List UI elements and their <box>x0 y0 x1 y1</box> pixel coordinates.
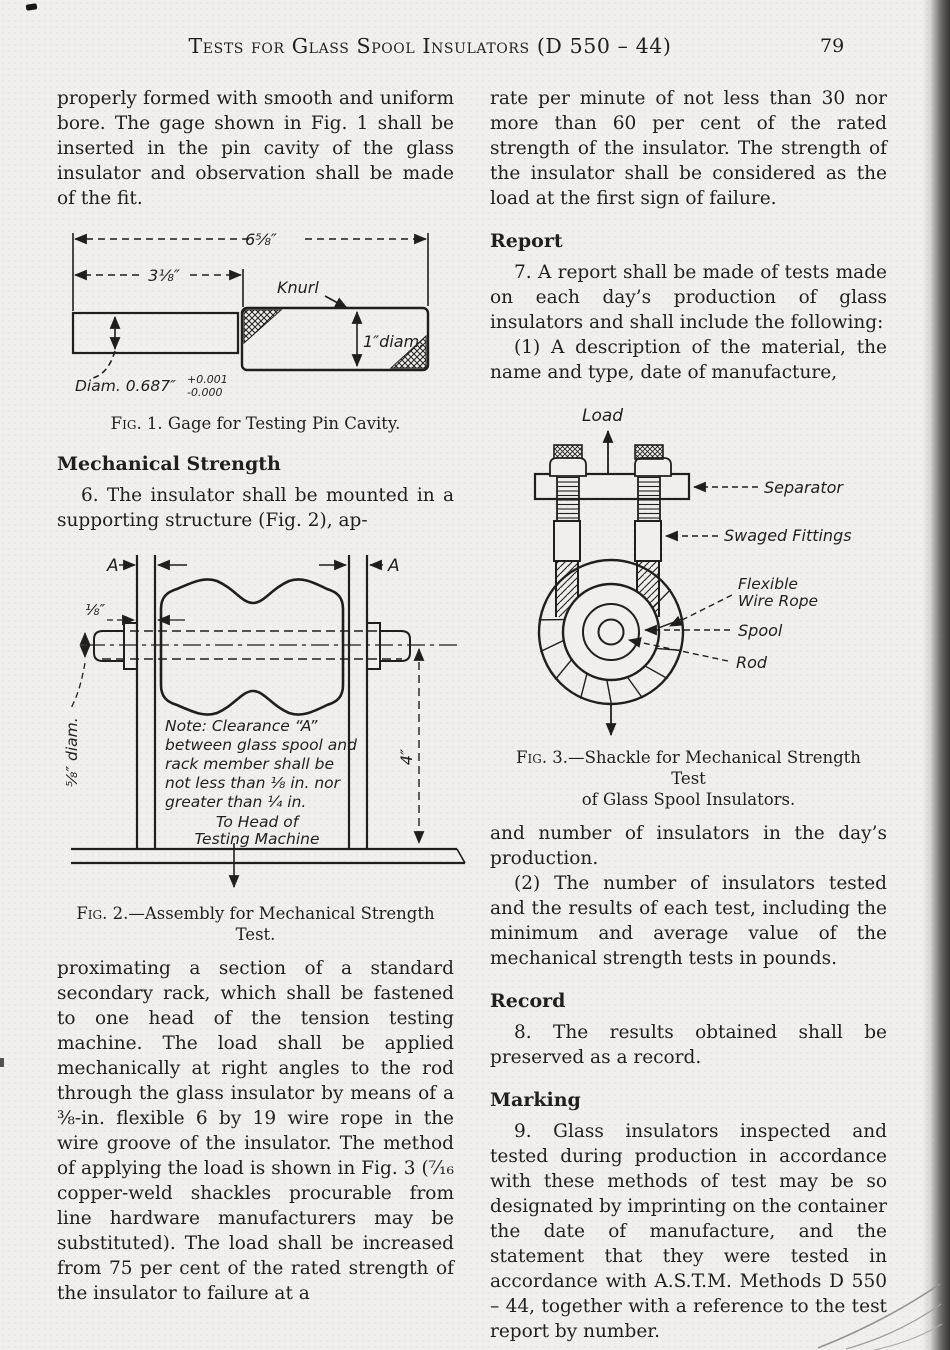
paragraph-9: 9. Glass insulators inspected and tested during production in accordance with these methods of test may be so designated by imprinting on the container the date of manufacture, and the statement that they were tested in accordance with A.S.T.M. Methods D 550 – 44, together with a reference to the test report by number. <box>490 1121 887 1342</box>
page-title: Tests for Glass Spool Insulators (D 550 – 44) <box>188 34 672 58</box>
heading-marking: Marking <box>490 1089 581 1111</box>
fig2-to-head-line1: To Head of <box>215 813 299 831</box>
figure-3-shackle-drawing <box>490 399 887 810</box>
paragraph-7c: (2) The number of insulators tested and the results of each test, including the minimum and average value of the mechanical strength tests in pounds. <box>490 873 887 969</box>
paragraph-7b-continued: and number of insulators in the day’s production. <box>490 823 887 869</box>
fig2-svg <box>57 547 477 895</box>
fig2-a-left-label: A <box>107 556 119 576</box>
figure-3-caption: Fig. 3.—Shackle for Mechanical Strength Test of Glass Spool Insulators. <box>516 748 861 809</box>
fig2-rod-diam-label: ⅝″ diam. <box>63 717 81 787</box>
right-column <box>490 86 887 1344</box>
fig2-note-line5: greater than ¼ in. <box>165 793 307 811</box>
fig1-diam-right-label: 1″diam. <box>363 332 425 351</box>
fig3-separator-label: Separator <box>764 478 843 497</box>
fig1-tolerance-minus: -0.000 <box>187 386 223 399</box>
scan-edge-band <box>922 0 950 1350</box>
fig3-rod-label: Rod <box>736 653 768 672</box>
two-column-body <box>57 86 887 1344</box>
fig3-svg <box>490 399 908 739</box>
paragraph-7a: 7. A report shall be made of tests made on each day’s production of glass insulators and shall include the following: <box>490 262 887 333</box>
fig3-swaged-label: Swaged Fittings <box>724 526 852 545</box>
fig2-eighth-label: ⅛″ <box>85 601 106 619</box>
paragraph-7b: (1) A description of the material, the name and type, date of manufacture, <box>490 337 887 383</box>
fig1-tolerance-plus: +0.001 <box>187 373 228 386</box>
fig1-dim-left: 3⅛″ <box>148 266 180 285</box>
figure-2-caption: Fig. 2.—Assembly for Mechanical Strength Test. <box>76 904 435 944</box>
fig1-dim-overall: 6⅝″ <box>245 230 277 249</box>
figure-1-caption: Fig. 1. Gage for Testing Pin Cavity. <box>110 414 401 433</box>
paragraph-intro: properly formed with smooth and uniform bore. The gage shown in Fig. 1 shall be inserted in the pin cavity of the glass insulator and observation shall be made of the fit. <box>57 88 454 209</box>
paragraph-rate: rate per minute of not less than 30 nor more than 60 per cent of the rated strength of the insulator. The strength of the insulator shall be considered as the load at the first sign of failure. <box>490 88 887 209</box>
fig1-svg <box>57 225 449 405</box>
fig2-note-line1: Note: Clearance “A” <box>165 717 318 735</box>
ink-speck <box>26 3 38 10</box>
figure-2-assembly-drawing <box>57 547 454 945</box>
paragraph-6: 6. The insulator shall be mounted in a supporting structure (Fig. 2), ap- <box>57 485 454 531</box>
fig3-flexible-line2: Wire Rope <box>738 592 819 610</box>
fig2-note-line4: not less than ⅛ in. nor <box>165 774 340 792</box>
ink-speck <box>0 1058 4 1067</box>
fig1-diam-left-label: Diam. 0.687″ <box>75 377 176 395</box>
fig2-to-head-line2: Testing Machine <box>194 830 320 848</box>
page-number: 79 <box>820 35 845 57</box>
paragraph-6-continued: proximating a section of a standard secondary rack, which shall be fastened to one head of the tension testing machine. The load shall be applied mechanically at right angles to the rod through the glass insulator by means of a ⅜-in. flexible 6 by 19 wire rope in the wire groove of the insulator. The method of applying the load is shown in Fig. 3 (⁷⁄₁₆ copper-weld shackles procurable from line hardware manufacturers may be substituted). The load shall be increased from 75 per cent of the rated strength of the insulator to failure at a <box>57 958 454 1304</box>
fig2-four-inch-label: 4″ <box>397 748 416 766</box>
figure-1-gage-drawing <box>57 225 454 434</box>
fig3-spool-label: Spool <box>738 621 783 640</box>
fig2-note-line3: rack member shall be <box>165 755 335 773</box>
fig3-load-label: Load <box>582 406 624 426</box>
fig2-note-line2: between glass spool and <box>165 736 357 754</box>
heading-report: Report <box>490 230 563 252</box>
page-curl-marks <box>814 1280 944 1350</box>
fig1-knurl-label: Knurl <box>277 278 319 297</box>
paragraph-8: 8. The results obtained shall be preserved as a record. <box>490 1022 887 1068</box>
left-column <box>57 86 454 1344</box>
fig2-a-right-label: A <box>388 556 400 576</box>
heading-mechanical-strength: Mechanical Strength <box>57 453 281 475</box>
fig3-flexible-line1: Flexible <box>738 575 798 593</box>
heading-record: Record <box>490 990 566 1012</box>
